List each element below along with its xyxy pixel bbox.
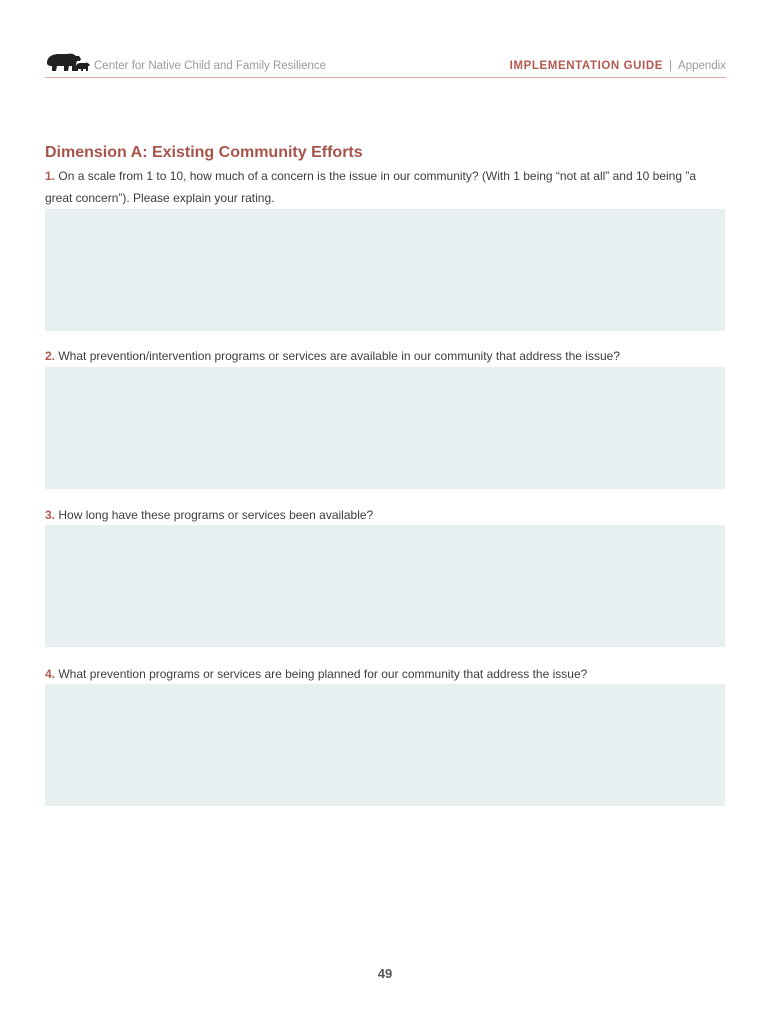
question-text: What prevention/intervention programs or services are available in our community that address the issue? xyxy=(58,349,620,363)
organization-name: Center for Native Child and Family Resilience xyxy=(94,60,327,72)
question-text: On a scale from 1 to 10, how much of a concern is the issue in our community? (With 1 being “not at all” and 10 being ”a great concern”). Please explain your rating. xyxy=(45,169,697,205)
answer-field-3[interactable] xyxy=(45,525,725,647)
page-number: 49 xyxy=(377,966,393,981)
answer-field-1[interactable] xyxy=(45,209,725,331)
page-header xyxy=(45,50,726,78)
question-number: 2. xyxy=(45,349,56,363)
bear-family-icon xyxy=(45,50,91,74)
question-number: 3. xyxy=(45,508,56,522)
question-3 xyxy=(45,504,726,526)
question-4 xyxy=(45,663,726,685)
guide-title: IMPLEMENTATION GUIDE xyxy=(509,60,664,72)
question-text: How long have these programs or services been available? xyxy=(58,508,374,522)
header-separator: | xyxy=(669,60,673,72)
question-number: 4. xyxy=(45,667,56,681)
question-1 xyxy=(45,165,726,209)
header-divider xyxy=(45,77,726,78)
question-2 xyxy=(45,345,726,367)
dimension-title: Dimension A: Existing Community Efforts xyxy=(45,144,363,161)
answer-field-2[interactable] xyxy=(45,367,725,489)
question-number: 1. xyxy=(45,169,56,183)
question-text: What prevention programs or services are being planned for our community that address the issue? xyxy=(58,667,588,681)
header-right xyxy=(510,60,726,72)
answer-field-4[interactable] xyxy=(45,684,725,806)
section-label: Appendix xyxy=(678,60,726,72)
